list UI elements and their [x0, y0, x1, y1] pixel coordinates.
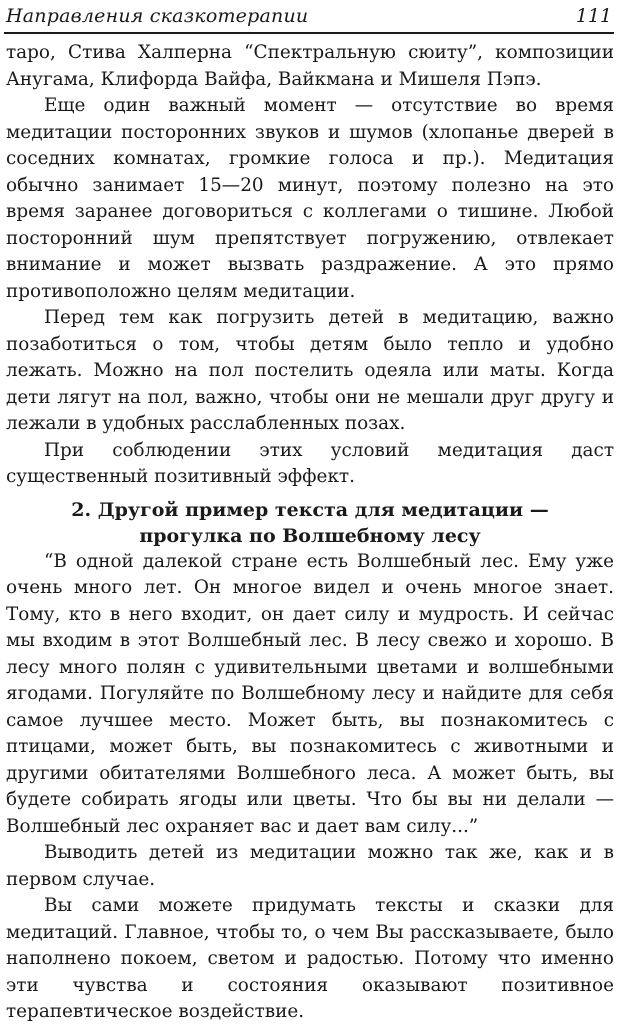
paragraph: “В одной далекой стране есть Волшебный лес. Ему уже очень много лет. Он многое видел и очень многое знает. Тому, кто в него входит, он дает силу и мудрость. И сейчас мы входим в этот Волшебный лес. В лесу свежо и хорошо. В лесу много полян с удивительными цветами и волшебными ягодами. Погуляйте по Волшебному лесу и найдите для себя самое лучшее место. Может быть, вы познакомитесь с птицами, может быть, вы познакомитесь с животными и другими обитателями Волшебного леса. А может быть, вы будете собирать ягоды или цветы. Что бы вы ни делали — Волшебный лес охраняет вас и дает вам силу...”	[6, 550, 614, 837]
paragraph: Выводить детей из медитации можно так же, как и в первом случае.	[6, 842, 614, 890]
section-heading	[6, 497, 614, 549]
body-text	[6, 40, 614, 1026]
section-heading-line: прогулка по Волшебному лесу	[139, 524, 481, 547]
paragraph: Перед тем как погрузить детей в медитацию, важно позаботиться о том, чтобы детям было тепло и удобно лежать. Можно на пол постелить одеяла или маты. Когда дети лягут на пол, важно, чтобы они не мешали друг другу и лежали в удобных расслабленных позах.	[6, 307, 614, 434]
paragraph: Еще один важный момент — отсутствие во время медитации посторонних звуков и шумов (хлопанье дверей в соседних комнатах, громкие голоса и пр.). Медитация обычно занимает 15—20 минут, поэтому полезно на это время заранее договориться с коллегами о тишине. Любой посторонний шум препятствует погружению, отвлекает внимание и может вызвать раздражение. А это прямо противоположно целям медитации.	[6, 95, 614, 302]
running-title: Направления сказкотерапии	[6, 5, 309, 27]
running-header	[4, 2, 614, 34]
paragraph: При соблюдении этих условий медитация даст существенный позитивный эффект.	[6, 439, 614, 487]
paragraph: Вы сами можете придумать тексты и сказки для медитаций. Главное, чтобы то, о чем Вы рассказываете, было наполнено покоем, светом и радостью. Потому что именно эти чувства и состояния оказывают позитивное терапевтическое воздействие.	[6, 895, 614, 1022]
section-heading-line: 2. Другой пример текста для медитации —	[71, 498, 549, 521]
page-number: 111	[575, 5, 612, 27]
paragraph: таро, Стива Халперна “Спектральную сюиту”, композиции Анугама, Клифорда Вайфа, Вайкмана и Мишеля Пэпэ.	[6, 42, 614, 90]
